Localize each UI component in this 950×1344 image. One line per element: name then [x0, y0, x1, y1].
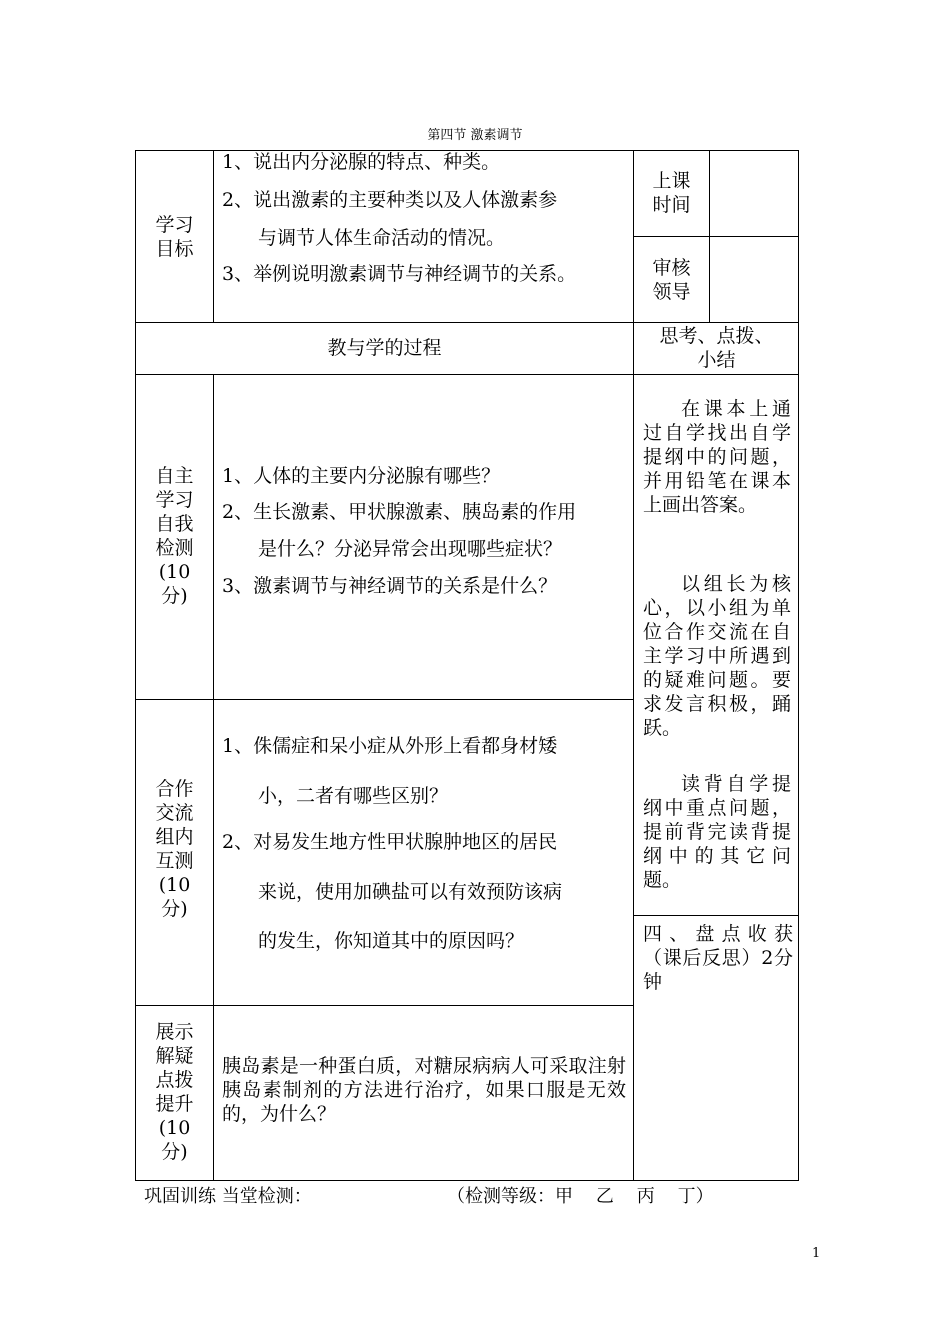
question-item: 来说，使用加碘盐可以有效预防该病 — [258, 881, 563, 903]
cooperation-label: 合作 交流 组内 互测 (10 分) — [155, 778, 194, 920]
self-study-label: 自主 学习 自我 检测 (10 分) — [155, 465, 194, 607]
row-divider — [135, 322, 799, 323]
goal-item: 1、说出内分泌腺的特点、种类。 — [222, 151, 501, 173]
process-header: 教与学的过程 — [327, 337, 442, 359]
question-item: 1、侏儒症和呆小症从外形上看都身材矮 — [222, 735, 558, 757]
grade-options: （检测等级：甲 乙 丙 丁） — [447, 1186, 714, 1207]
col-divider — [213, 374, 214, 1181]
class-time-label: 上课 时间 — [652, 170, 691, 216]
consolidation-label: 巩固训练 当堂检测： — [144, 1186, 312, 1207]
display-question: 胰岛素是一种蛋白质，对糖尿病病人可采取注射胰岛素制剂的方法进行治疗，如果口服是无效的，为什么？ — [222, 1055, 626, 1125]
col-divider — [213, 150, 214, 322]
row-divider — [633, 236, 799, 237]
row-divider — [633, 915, 799, 916]
guidance-para-3: 读背自学提纲中重点问题，提前背完读背提纲中的其它问题。 — [643, 773, 791, 891]
col-divider — [709, 150, 710, 322]
guidance-para-1: 在课本上通过自学找出自学提纲中的问题，并用铅笔在课本上画出答案。 — [643, 398, 791, 516]
row-divider — [135, 374, 799, 375]
question-item: 的发生，你知道其中的原因吗？ — [258, 930, 525, 952]
page-number: 1 — [812, 1246, 821, 1261]
col-divider — [633, 150, 634, 1181]
question-item: 1、人体的主要内分泌腺有哪些？ — [222, 465, 501, 487]
row-divider — [135, 699, 633, 700]
row-divider — [135, 1005, 633, 1006]
guidance-para-2: 以组长为核心，以小组为单位合作交流在自主学习中所遇到的疑难问题。要求发言积极，踊跃。 — [643, 573, 791, 739]
goal-item: 3、举例说明激素调节与神经调节的关系。 — [222, 263, 577, 285]
display-label: 展示 解疑 点拨 提升 (10 分) — [155, 1021, 194, 1163]
reviewer-label: 审核 领导 — [652, 257, 691, 303]
question-item: 2、生长激素、甲状腺激素、胰岛素的作用 — [222, 501, 577, 523]
harvest-reflection: 四、盘点收获（课后反思）2分钟 — [643, 923, 793, 993]
question-item: 小，二者有哪些区别？ — [258, 785, 449, 807]
goal-item: 与调节人体生命活动的情况。 — [258, 227, 506, 249]
question-item: 是什么？分泌异常会出现哪些症状？ — [258, 538, 563, 560]
goal-label: 学习 目标 — [155, 214, 194, 260]
question-item: 3、激素调节与神经调节的关系是什么？ — [222, 575, 558, 597]
thinking-header: 思考、点拨、 小结 — [659, 325, 774, 371]
goal-item: 2、说出激素的主要种类以及人体激素参 — [222, 189, 558, 211]
page-title: 第四节 激素调节 — [427, 128, 523, 143]
question-item: 2、对易发生地方性甲状腺肿地区的居民 — [222, 831, 558, 853]
